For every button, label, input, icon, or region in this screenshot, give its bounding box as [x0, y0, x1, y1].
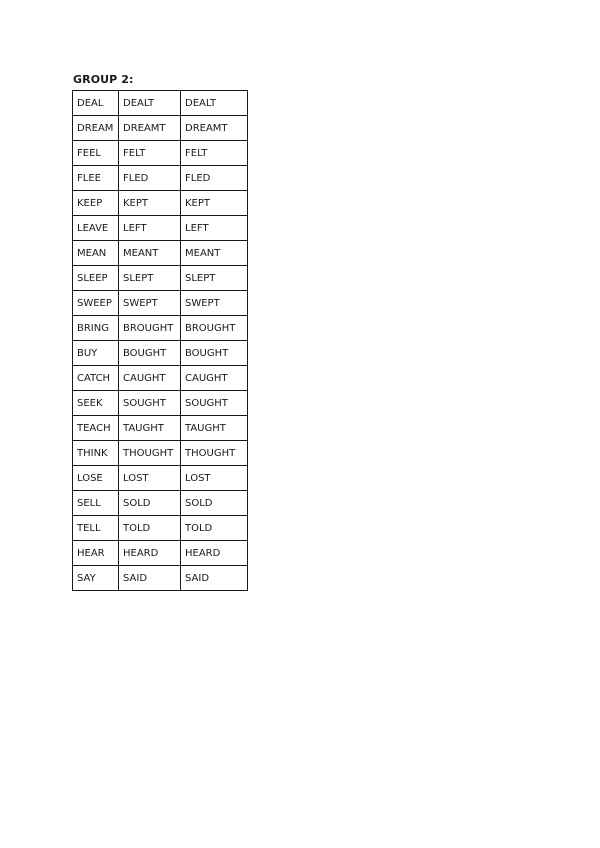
past-simple-cell: MEANT: [119, 241, 181, 266]
past-participle-cell: MEANT: [181, 241, 248, 266]
past-simple-cell: FLED: [119, 166, 181, 191]
past-participle-cell: FELT: [181, 141, 248, 166]
base-form-cell: THINK: [73, 441, 119, 466]
past-simple-cell: TOLD: [119, 516, 181, 541]
past-participle-cell: THOUGHT: [181, 441, 248, 466]
table-row: [73, 341, 248, 366]
base-form-cell: SELL: [73, 491, 119, 516]
past-simple-cell: DREAMT: [119, 116, 181, 141]
verb-table-body: [73, 91, 248, 591]
past-participle-cell: FLED: [181, 166, 248, 191]
table-row: [73, 541, 248, 566]
table-row: [73, 166, 248, 191]
past-participle-cell: LEFT: [181, 216, 248, 241]
base-form-cell: SAY: [73, 566, 119, 591]
past-simple-cell: CAUGHT: [119, 366, 181, 391]
past-participle-cell: BOUGHT: [181, 341, 248, 366]
base-form-cell: DEAL: [73, 91, 119, 116]
past-participle-cell: TOLD: [181, 516, 248, 541]
table-row: [73, 391, 248, 416]
past-simple-cell: FELT: [119, 141, 181, 166]
past-simple-cell: KEPT: [119, 191, 181, 216]
base-form-cell: KEEP: [73, 191, 119, 216]
past-simple-cell: SOUGHT: [119, 391, 181, 416]
base-form-cell: SEEK: [73, 391, 119, 416]
table-row: [73, 491, 248, 516]
table-row: [73, 316, 248, 341]
base-form-cell: LOSE: [73, 466, 119, 491]
table-row: [73, 566, 248, 591]
past-participle-cell: SAID: [181, 566, 248, 591]
base-form-cell: SWEEP: [73, 291, 119, 316]
past-simple-cell: HEARD: [119, 541, 181, 566]
table-row: [73, 141, 248, 166]
past-participle-cell: BROUGHT: [181, 316, 248, 341]
table-row: [73, 291, 248, 316]
past-simple-cell: SWEPT: [119, 291, 181, 316]
base-form-cell: DREAM: [73, 116, 119, 141]
base-form-cell: BUY: [73, 341, 119, 366]
past-participle-cell: SOUGHT: [181, 391, 248, 416]
past-participle-cell: DREAMT: [181, 116, 248, 141]
past-simple-cell: BROUGHT: [119, 316, 181, 341]
table-row: [73, 516, 248, 541]
past-simple-cell: SAID: [119, 566, 181, 591]
verb-table: [72, 90, 248, 591]
past-participle-cell: TAUGHT: [181, 416, 248, 441]
table-row: [73, 366, 248, 391]
past-participle-cell: HEARD: [181, 541, 248, 566]
table-row: [73, 441, 248, 466]
past-simple-cell: SOLD: [119, 491, 181, 516]
past-simple-cell: LOST: [119, 466, 181, 491]
past-simple-cell: BOUGHT: [119, 341, 181, 366]
past-simple-cell: TAUGHT: [119, 416, 181, 441]
table-row: [73, 216, 248, 241]
past-simple-cell: LEFT: [119, 216, 181, 241]
page-title: GROUP 2:: [73, 73, 134, 86]
table-row: [73, 266, 248, 291]
past-simple-cell: DEALT: [119, 91, 181, 116]
table-row: [73, 91, 248, 116]
past-participle-cell: SOLD: [181, 491, 248, 516]
table-row: [73, 466, 248, 491]
base-form-cell: FEEL: [73, 141, 119, 166]
table-row: [73, 416, 248, 441]
table-row: [73, 241, 248, 266]
base-form-cell: HEAR: [73, 541, 119, 566]
base-form-cell: MEAN: [73, 241, 119, 266]
past-participle-cell: CAUGHT: [181, 366, 248, 391]
past-participle-cell: LOST: [181, 466, 248, 491]
base-form-cell: BRING: [73, 316, 119, 341]
past-participle-cell: DEALT: [181, 91, 248, 116]
base-form-cell: CATCH: [73, 366, 119, 391]
base-form-cell: SLEEP: [73, 266, 119, 291]
past-participle-cell: SLEPT: [181, 266, 248, 291]
past-simple-cell: THOUGHT: [119, 441, 181, 466]
base-form-cell: FLEE: [73, 166, 119, 191]
past-participle-cell: KEPT: [181, 191, 248, 216]
base-form-cell: TELL: [73, 516, 119, 541]
table-row: [73, 191, 248, 216]
base-form-cell: LEAVE: [73, 216, 119, 241]
past-participle-cell: SWEPT: [181, 291, 248, 316]
base-form-cell: TEACH: [73, 416, 119, 441]
table-row: [73, 116, 248, 141]
past-simple-cell: SLEPT: [119, 266, 181, 291]
